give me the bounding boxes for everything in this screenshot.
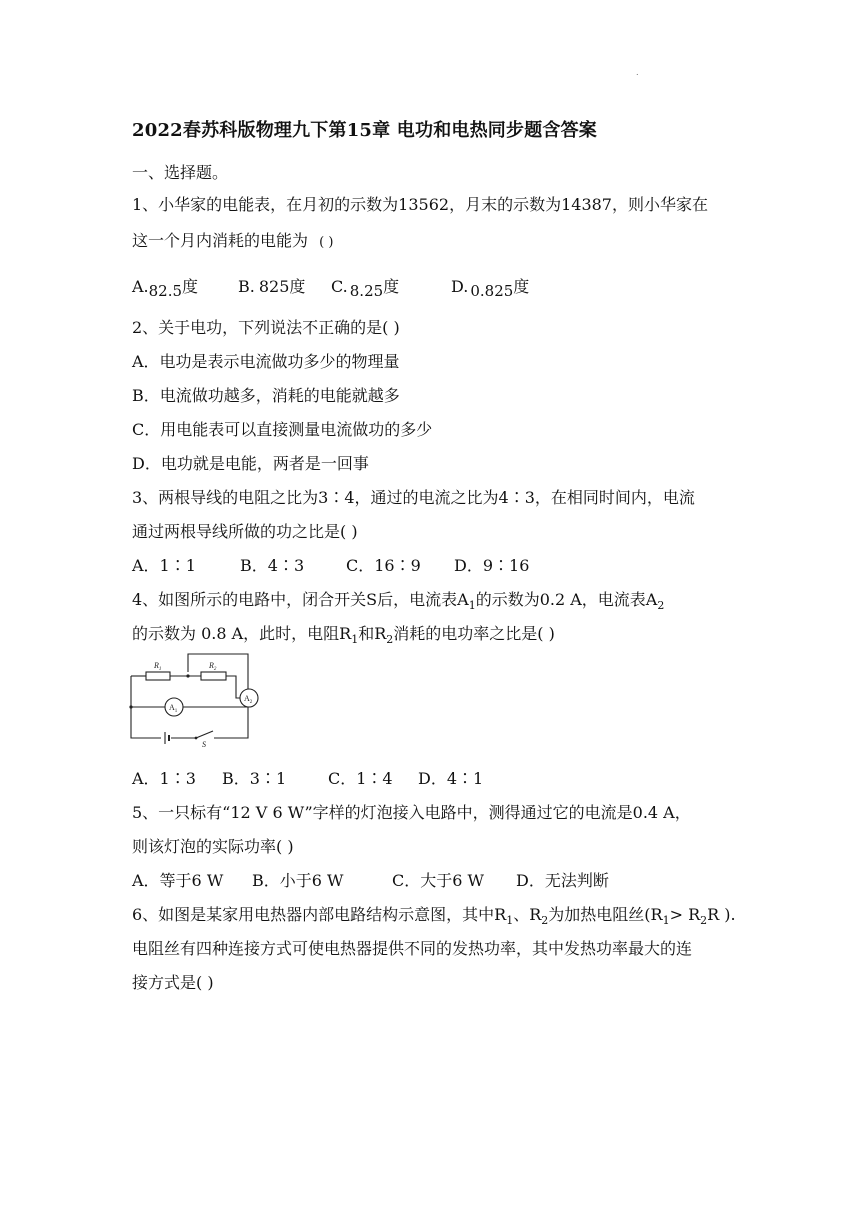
q3-stem-line2: 通过两根导线所做的功之比是( ) [132, 522, 358, 541]
q5-option-c: C．大于6 W [392, 871, 484, 890]
option-unit: 度 [383, 277, 400, 296]
option-letter: A. [132, 277, 149, 296]
junction-dot [129, 705, 132, 708]
q2-option-a: A．电功是表示电流做功多少的物理量 [132, 352, 400, 371]
option-letter: D. [451, 277, 469, 296]
q3-option-d: D．9∶16 [454, 556, 530, 575]
switch-blade [196, 731, 213, 738]
option-letter: C. [331, 277, 348, 296]
q1-option-d [451, 274, 530, 300]
q3-stem-line1: 3、两根导线的电阻之比为3∶4，通过的电流之比为4∶3，在相同时间内，电流 [132, 488, 695, 507]
q6-stem-line2: 电阻丝有四种连接方式可使电热器提供不同的发热功率，其中发热功率最大的连 [132, 939, 693, 958]
option-value: 0.825 [470, 282, 514, 300]
option-value: 8.25 [349, 282, 384, 300]
q3-option-b: B．4∶3 [240, 556, 305, 575]
q5-options [132, 868, 609, 891]
switch-pivot [195, 737, 198, 740]
q6-stem-line1 [132, 902, 736, 927]
q1-answer-paren: ( ) [319, 235, 334, 250]
option-value: 825 [258, 277, 290, 296]
option-unit: 度 [289, 277, 306, 296]
q1-option-a [132, 274, 238, 300]
q1-options [132, 274, 530, 300]
q6-text-c: 为加热电阻丝(R [548, 905, 663, 924]
q4-option-b: B．3∶1 [222, 769, 287, 788]
circuit-diagram [128, 652, 266, 748]
q4-text-c: 的示数为 0.8 A，此时，电阻R [132, 624, 352, 643]
option-letter: B. [238, 277, 255, 296]
section-heading: 一、选择题。 [132, 163, 229, 182]
q5-stem-line2: 则该灯泡的实际功率( ) [132, 837, 294, 856]
option-unit: 度 [513, 277, 530, 296]
q4-stem-line1 [132, 587, 664, 612]
q4-text-d: 和R [358, 624, 387, 643]
resistor-r2-symbol [201, 672, 226, 680]
q6-sub-a: 1 [506, 914, 514, 928]
q1-option-c [331, 274, 451, 300]
q6-text-a: 6、如图是某家用电热器内部电路结构示意图，其中R [132, 905, 507, 924]
q5-option-a: A．等于6 W [132, 871, 224, 890]
q4-text-a: 4、如图所示的电路中，闭合开关S后，电流表A [132, 590, 469, 609]
q4-option-c: C．1∶4 [328, 769, 393, 788]
q6-text-e: R ). [707, 905, 736, 924]
label-switch: S [202, 740, 206, 748]
q1-stem-line2 [132, 228, 333, 251]
q6-stem-line3: 接方式是( ) [132, 973, 214, 992]
q4-stem-line2 [132, 621, 555, 646]
q6-text-b: 、R [513, 905, 542, 924]
q5-stem-line1: 5、一只标有“12 V 6 W”字样的灯泡接入电路中，测得通过它的电流是0.4 A， [132, 803, 691, 822]
q6-text-d: > R [669, 905, 701, 924]
q1-stem-text: 这一个月内消耗的电能为 [132, 231, 309, 250]
q1-option-b [238, 274, 331, 297]
document-title: 2022春苏科版物理九下第15章 电功和电热同步题含答案 [132, 120, 598, 141]
q2-stem: 2、关于电功，下列说法不正确的是( ) [132, 318, 400, 337]
q4-option-d: D．4∶1 [418, 769, 484, 788]
q5-option-d: D．无法判断 [516, 871, 609, 890]
q4-sub-d: 2 [386, 633, 394, 647]
q4-sub-b: 2 [657, 599, 665, 613]
q2-option-d: D．电功就是电能，两者是一回事 [132, 454, 369, 473]
q3-options [132, 553, 529, 576]
junction-dot [186, 674, 189, 677]
q3-option-a: A．1∶1 [132, 556, 196, 575]
label-a1: $A_1$ [169, 703, 178, 714]
q4-text-b: 的示数为0.2 A，电流表A [475, 590, 658, 609]
corner-dot: . [636, 68, 639, 77]
q4-sub-c: 1 [351, 633, 359, 647]
q5-option-b: B．小于6 W [252, 871, 344, 890]
q3-option-c: C．16∶9 [346, 556, 421, 575]
q2-option-b: B．电流做功越多，消耗的电能就越多 [132, 386, 400, 405]
q4-option-a: A．1∶3 [132, 769, 196, 788]
q6-sub-b: 2 [541, 914, 549, 928]
q4-text-e: 消耗的电功率之比是( ) [393, 624, 555, 643]
option-value: 82.5 [148, 282, 183, 300]
label-r2: $R_2$ [209, 661, 217, 672]
q6-sub-d: 2 [700, 914, 708, 928]
q1-stem-line1: 1、小华家的电能表，在月初的示数为13562，月末的示数为14387，则小华家在 [132, 195, 708, 214]
option-unit: 度 [182, 277, 199, 296]
label-r1: $R_1$ [154, 661, 162, 672]
resistor-r1-symbol [146, 672, 170, 680]
q4-options [132, 766, 483, 789]
q4-sub-a: 1 [468, 599, 476, 613]
q2-option-c: C．用电能表可以直接测量电流做功的多少 [132, 420, 433, 439]
label-a2: $A_2$ [244, 694, 253, 705]
q6-sub-c: 1 [662, 914, 670, 928]
